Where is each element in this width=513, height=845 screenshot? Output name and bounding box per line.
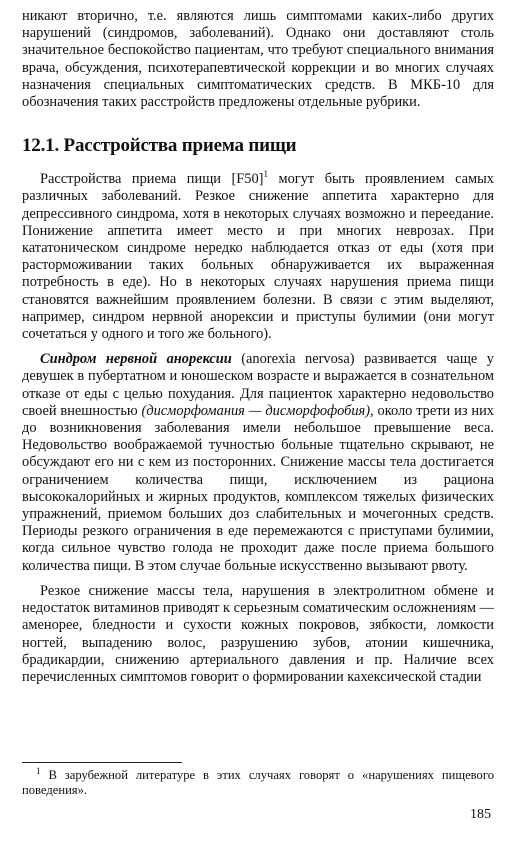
footnote-marker[interactable]: 1: [263, 169, 268, 180]
section-heading: 12.1. Расстройства приема пищи: [22, 135, 297, 157]
paragraph-eating-disorders: [22, 171, 494, 343]
paragraph2-start: Расстройства приема пищи [F50]: [40, 171, 264, 188]
paragraph2-rest: могут быть проявлением самых различных заболеваний. Резкое снижение аппетита характерно для депрессивного синдрома, хотя в некоторых случаях возможно и переедание. Понижение аппетита имеет место и при многих неврозах. При кататоническом синдроме нередко наблюдается отказ от еды (хотя при расторможивании таких больных обнаруживается их выраженная потребность в еде). Но в некоторых случаях нарушения приема пищи становятся важнейшим проявлением болезни. В связи с этим выделяют, например, синдром нервной анорексии и приступы булимии (они могут сочетаться у одного и того же больного).: [22, 171, 494, 343]
footnote-divider: [22, 762, 182, 763]
page-number: 185: [470, 807, 491, 822]
term-anorexia-syndrome: Синдром нервной анорексии: [40, 351, 232, 368]
footnote-text: В зарубежной литературе в этих случаях говорят о «нарушениях пищевого поведения».: [22, 768, 494, 797]
intro-paragraph: никают вторично, т.е. являются лишь симптомами каких-либо других нарушений (синдромов, заболеваний). Однако они доставляют столь значительное беспокойство пациентам, что требуют специального внимания врача, обсуждения, психотерапевтической коррекции и во многих случаях назначения специальных симптоматических средств. В МКБ-10 для обозначения таких расстройств предложены отдельные рубрики.: [22, 8, 494, 111]
paragraph-complications: Резкое снижение массы тела, нарушения в электролитном обмене и недостаток витаминов приводят к серьезным соматическим осложнениям — аменорее, бледности и сухости кожных покровов, зябкости, ломкости ногтей, выпадению волос, разрушению зубов, атонии кишечника, брадикардии, снижению артериального давления и пр. Наличие всех перечисленных симптомов говорит о формировании кахексической стадии: [22, 582, 494, 685]
paragraph-anorexia: [22, 351, 494, 575]
footnote: [22, 765, 494, 798]
paragraph3-part1: (anorexia nervosa) развивается чаще у девушек в пубертатном и юношеском возрасте и выражается в сознательном отказе от еды с целью похудания. Для пациенток характерно недовольство своей внешностью: [22, 351, 494, 419]
paragraph3-part2: около трети из них до возникновения заболевания имели небольшое превышение веса. Недовольство воображаемой тучностью больные тщательно скрывают, не обсуждают его ни с кем из посторонних. Снижение массы тела достигается ограничением количества пищи, исключением из рациона высококалорийных и жирных продуктов, комплексом тяжелых физических упражнений, приемом больших доз слабительных и мочегонных средств. Периоды резкого ограничения в еде перемежаются с приступами булимии, когда сильное чувство голода не проходит даже после приема большого количества пищи. В этом случае больные искусственно вызывают рвоту.: [22, 402, 495, 574]
footnote-number: 1: [36, 765, 41, 776]
page-body: [22, 8, 494, 686]
term-dysmorphomania: (дисморфомания — дисморфофобия),: [141, 402, 374, 419]
